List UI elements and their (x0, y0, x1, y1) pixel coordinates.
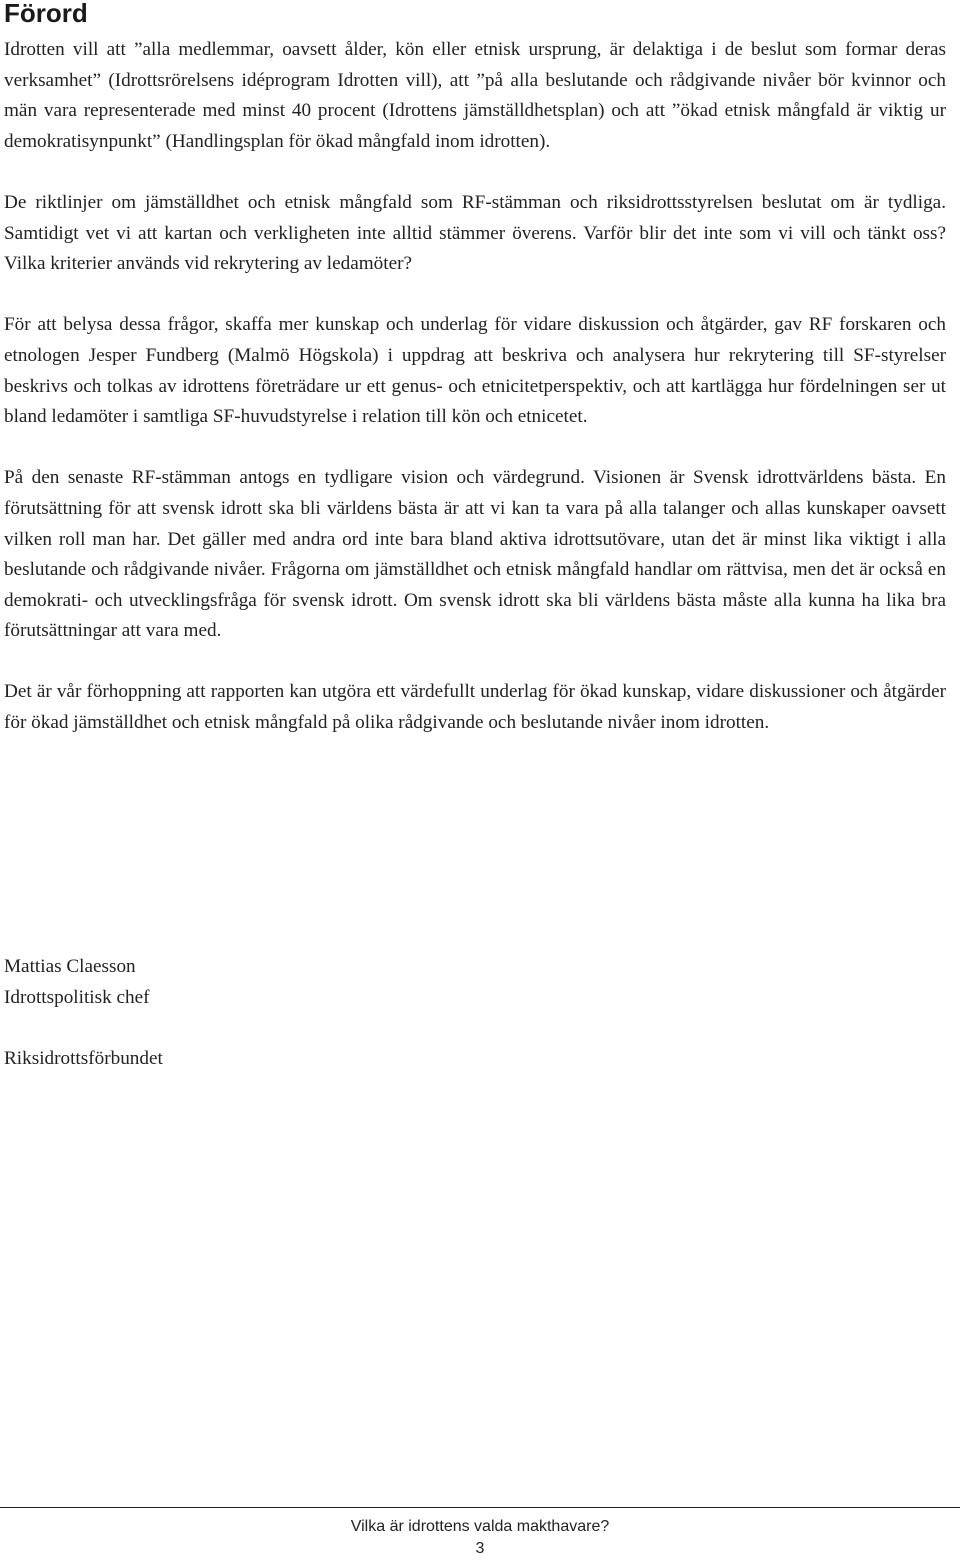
paragraph-2: De riktlinjer om jämställdhet och etnisk mångfald som RF-stämman och riksidrottsstyrelsen beslutat om är tydliga. Samtidigt vet vi att kartan och verkligheten inte alltid stämmer överens. Varför blir det inte som vi vill och tänkt oss? Vilka kriterier används vid rekrytering av ledamöter? (4, 191, 946, 275)
signature-block (4, 952, 163, 1074)
paragraph-3: För att belysa dessa frågor, skaffa mer kunskap och underlag för vidare diskussion och åtgärder, gav RF forskaren och etnologen Jesper Fundberg (Malmö Högskola) i uppdrag att beskriva och analysera hur rekrytering till SF-styrelser beskrivs och tolkas av idrottens företrädare ur ett genus- och etnicitetperspektiv, och att kartlägga hur fördelningen ser ut bland ledamöter i samtliga SF-huvudstyrelse i relation till kön och etnicetet. (4, 314, 946, 428)
paragraph-4: På den senaste RF-stämman antogs en tydligare vision och värdegrund. Visionen är Svensk idrottvärldens bästa. En förutsättning för att svensk idrott ska bli världens bästa är att vi kan ta vara på alla talanger och allas kunskaper oavsett vilken roll man har. Det gäller med andra ord inte bara bland aktiva idrottsutövare, utan det är minst lika viktigt i alla beslutande och rådgivande nivåer. Frågorna om jämställdhet och etnisk mångfald handlar om rättvisa, men det är också en demokrati- och utvecklingsfråga för svensk idrott. Om svensk idrott ska bli världens bästa måste alla kunna ha lika bra förutsättningar att vara med. (4, 467, 946, 642)
body-text (4, 35, 946, 769)
footer-divider (0, 1507, 960, 1508)
page-number: 3 (475, 1540, 485, 1557)
signature-gap (4, 1013, 163, 1044)
footer-title-text: Vilka är idrottens valda makthavare? (350, 1518, 610, 1535)
signature-name: Mattias Claesson (4, 956, 136, 977)
page-title: Förord (4, 0, 88, 28)
paragraph-5: Det är vår förhoppning att rapporten kan utgöra ett värdefullt underlag för ökad kunskap, vidare diskussioner och åtgärder för ökad jämställdhet och etnisk mångfald på olika rådgivande och beslutande nivåer inom idrotten. (4, 681, 946, 734)
footer-title (0, 1517, 960, 1537)
paragraph-1: Idrotten vill att ”alla medlemmar, oavsett ålder, kön eller etnisk ursprung, är delaktiga i de beslut som formar deras verksamhet” (Idrottsrörelsens idéprogram Idrotten vill), att ”på alla beslutande och rådgivande nivåer bör kvinnor och män vara representerade med minst 40 procent (Idrottens jämställdhetsplan) och att ”ökad etnisk mångfald är viktig ur demokratisynpunkt” (Handlingsplan för ökad mångfald inom idrotten). (4, 39, 946, 152)
signature-organization: Riksidrottsförbundet (4, 1047, 163, 1069)
signature-role: Idrottspolitisk chef (4, 986, 150, 1008)
